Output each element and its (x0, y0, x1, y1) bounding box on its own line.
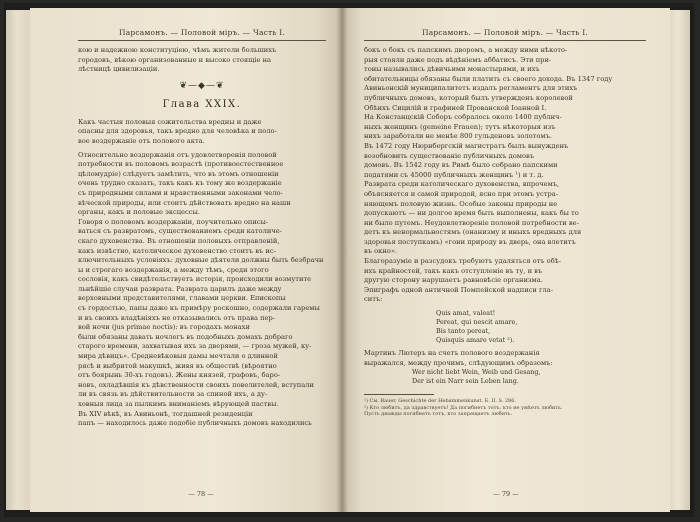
verse-line: Quis amat, valeat! (436, 309, 496, 318)
text-line: Авиньонскій муниципалитетъ издалъ регламентъ для этихъ (364, 84, 578, 93)
text-line: лѣстницѣ цивилизаціи. (78, 65, 160, 74)
right-page (342, 8, 670, 512)
text-line: ы и строгаго воздержанія, а между тѣмъ, среди этого (78, 265, 269, 274)
footnote-line: Пусть дважды погибнетъ тотъ, кто запрещаетъ любить. (364, 411, 513, 418)
text-line: Какъ частыя половыя сожительства вредны и даже (78, 117, 262, 126)
text-line: допускаютъ — ни долгое время быть выполнены, какъ бы то (364, 209, 579, 218)
verse-line: Pereat, qui nescit amare, (436, 318, 518, 327)
latin-verse (436, 309, 646, 345)
text-line: сословія, какъ свидѣтельствуетъ исторія, происходили возмутите (78, 275, 312, 284)
left-page-number: — 78 — (188, 490, 214, 498)
text-line: детъ къ ненормальностямъ (онанизму и иныхъ вредныхъ для (364, 228, 582, 237)
body-text (78, 151, 326, 429)
text-line: съ природными силами и нравственными законами чело- (78, 188, 283, 197)
left-cover-edge (6, 10, 32, 510)
left-page (30, 8, 342, 512)
text-line: ихъ крайностей, такъ какъ отступленіе въ ту, и въ (364, 266, 543, 275)
text-line: ли въ связь въ дѣйствительности за спиной ихъ, а ду- (78, 390, 268, 399)
text-line: На Констанцскій Соборъ собралось около 1400 публич- (364, 113, 562, 122)
text-line: новъ, охладѣвшія къ дѣвственности своихъ повелителей, вступали (78, 380, 314, 389)
text-line: очень трудно сказать, такъ какъ къ тому же воздержаніе (78, 179, 282, 188)
text-line: ваться съ развратомъ, существованиемъ среди католиче- (78, 227, 282, 236)
text-line: Эпиграфъ одной античной Помпейской надписи гла- (364, 285, 553, 294)
text-line: цѣломудріе) слѣдуетъ замѣтить, что въ этомъ отношеніи (78, 169, 279, 178)
text-line: органы, какъ и половые эксцессы. (78, 208, 200, 217)
text-line: старого времени, захватывая ихъ за дверями, — гроза мужей, ку- (78, 342, 312, 351)
body-text (364, 349, 646, 368)
text-line: публичныхъ домовъ, который былъ утвержденъ королевой (364, 93, 573, 102)
footnote-line: ¹) См. Bauer, Geschichte der Hebammenkunst. Б. II. S. 286. (364, 398, 517, 405)
text-line: городовъ, вѣкою организованные и высоко стоящіе на (78, 55, 272, 64)
text-line: домовъ. Въ 1542 году въ Римѣ было собрано папскими (364, 161, 558, 170)
right-page-number: — 79 — (493, 490, 519, 498)
text-line: кою и надежною конституціею, чѣмъ жители большихъ (78, 46, 277, 54)
left-running-head: Парсамонъ. — Половой міръ. — Часть I. (78, 28, 326, 41)
text-line: и въ своихъ владѣніяхъ не отказывались отъ права пер- (78, 313, 276, 322)
text-line: Мартинъ Лютеръ на счетъ полового воздержанія (364, 349, 540, 358)
text-line: были обязаны давать ночлегъ въ подобныхъ домахъ добраго (78, 332, 293, 341)
text-line: обитательницы обязаны были платить съ своего дохода. Въ 1347 году (364, 74, 613, 83)
footnote-divider (364, 394, 434, 395)
verse-line: Quisquis amare vetat ²). (436, 336, 515, 345)
body-text (364, 257, 646, 305)
text-line: ныхъ женщинъ (gemeine Frauen); тутъ нѣкоторыя изъ (364, 122, 556, 131)
text-line: рясѣ и выбритой макушкѣ, живя въ обществѣ (вѣроятно (78, 361, 277, 370)
ornament-divider: ❦—◆—❦ (179, 80, 225, 91)
text-line: Обѣихъ Сицилій и графиней Прованской Іоанной I. (364, 103, 547, 112)
text-line: верховными представителями, главами церкви. Епископы (78, 294, 286, 303)
book-gutter (336, 8, 348, 512)
text-line: няющемъ половую жизнь. Особые законы природы не (364, 199, 558, 208)
text-line: скаго духовенства. Въ отношеніи половыхъ отправленій, (78, 236, 280, 245)
text-line: льнѣйшіе случаи разврата. Разврата царилъ даже между (78, 284, 282, 293)
text-line: рыя стояли даже подъ вѣдѣніемъ аббатисъ. Эти при- (364, 55, 552, 64)
text-line: Въ XIV вѣкѣ, въ Авиньонѣ, тогдашней резиденціи (78, 409, 253, 418)
text-line: выражался, между прочимъ, слѣдующимъ образомъ: (364, 358, 553, 367)
text-line: отъ боярынь 30-хъ годовъ). Жены князей, графовъ, баро- (78, 371, 281, 380)
text-line: ключительныхъ условіяхъ: духовные дѣятели должны быть безбрачн (78, 256, 324, 265)
intro-paragraph (78, 46, 326, 75)
text-line: Разврата среди католическаго духовенства, впрочемъ, (364, 180, 560, 189)
text-line: мира дѣвицъ». Средневѣковыя дамы мечтали о длинной (78, 352, 278, 361)
text-line: податями съ 45000 публичныхъ женщинъ ¹) и т. д. (364, 170, 544, 179)
text-line: другую сторону нарушаетъ равновѣсіе организма. (364, 276, 543, 285)
text-line: въ окно». (364, 247, 398, 256)
text-line: бокъ о бокъ съ папскимъ дворомъ, а между ними нѣкото- (364, 46, 568, 54)
text-line: вой ночи (jus primae noctis): въ городахъ монахи (78, 323, 250, 332)
verse-line: Bis tanto pereat, (436, 327, 491, 336)
text-line: съ гордостью, папы даже къ примѣру роскошно, содержали гаремы (78, 304, 320, 313)
verse-line: Wer nicht liebt Wein, Weib und Gesang, (412, 368, 541, 377)
footnote-line: ²) Кто любитъ, да здравствуетъ! Да погибнетъ тотъ, кто не умѣетъ любить. (364, 404, 563, 411)
body-text (364, 180, 646, 257)
text-line: опасны для здоровья, такъ вредно для человѣка и поло- (78, 127, 277, 136)
text-line: вое воздержаніе отъ полового акта. (78, 136, 205, 145)
verse-line: Der ist ein Narr sein Leben lang. (412, 377, 519, 386)
text-line: нихъ заработали не менѣе 800 гульденовъ золотомъ. (364, 132, 552, 141)
text-line: здоровья поступкамъ) «гони природу въ дверь, она влетитъ (364, 237, 576, 246)
text-line: ни было путемъ. Неудовлетвореніе половой потребности ве- (364, 218, 579, 227)
text-line: возобновить существованіе публичныхъ домовъ (364, 151, 535, 160)
text-line: Относительно воздержанія отъ удовлетворенія половой (78, 150, 277, 159)
text-line: ховныя лица за пылкимъ вниманіемъ вѣрующей паствы. (78, 400, 279, 408)
right-running-head: Парсамонъ. — Половой міръ. — Часть I. (364, 28, 646, 41)
text-line: тоны назывались дѣвичьими монастырями, и ихъ (364, 65, 540, 74)
text-line: вѣческой природы, или стоитъ дѣйствовать вредно на наши (78, 198, 291, 207)
german-verse (412, 368, 646, 386)
text-line: какъ извѣстно, католическое духовенство стоитъ въ ис- (78, 246, 276, 255)
text-line: ситъ: (364, 295, 383, 304)
text-line: потребности въ половомъ возрастѣ (противоестественное (78, 160, 284, 169)
text-line: Въ 1472 году Нюрнбергскій магистратъ былъ вынужденъ (364, 141, 569, 150)
text-line: объясняется и самой природой, ясно при этомъ устра- (364, 189, 559, 198)
chapter-heading (78, 118, 326, 147)
footnotes (364, 398, 646, 418)
text-line: Говоря о половомъ воздержаніи, поучительно описы- (78, 217, 269, 226)
text-line: папъ — находилось даже подобіе публичныхъ домовъ находились (78, 419, 312, 428)
chapter-title: Глава XXIX. (162, 98, 242, 110)
body-text (364, 46, 646, 180)
text-line: Благоразуміе и разсудокъ требуютъ удаляться отъ обѣ- (364, 257, 562, 266)
